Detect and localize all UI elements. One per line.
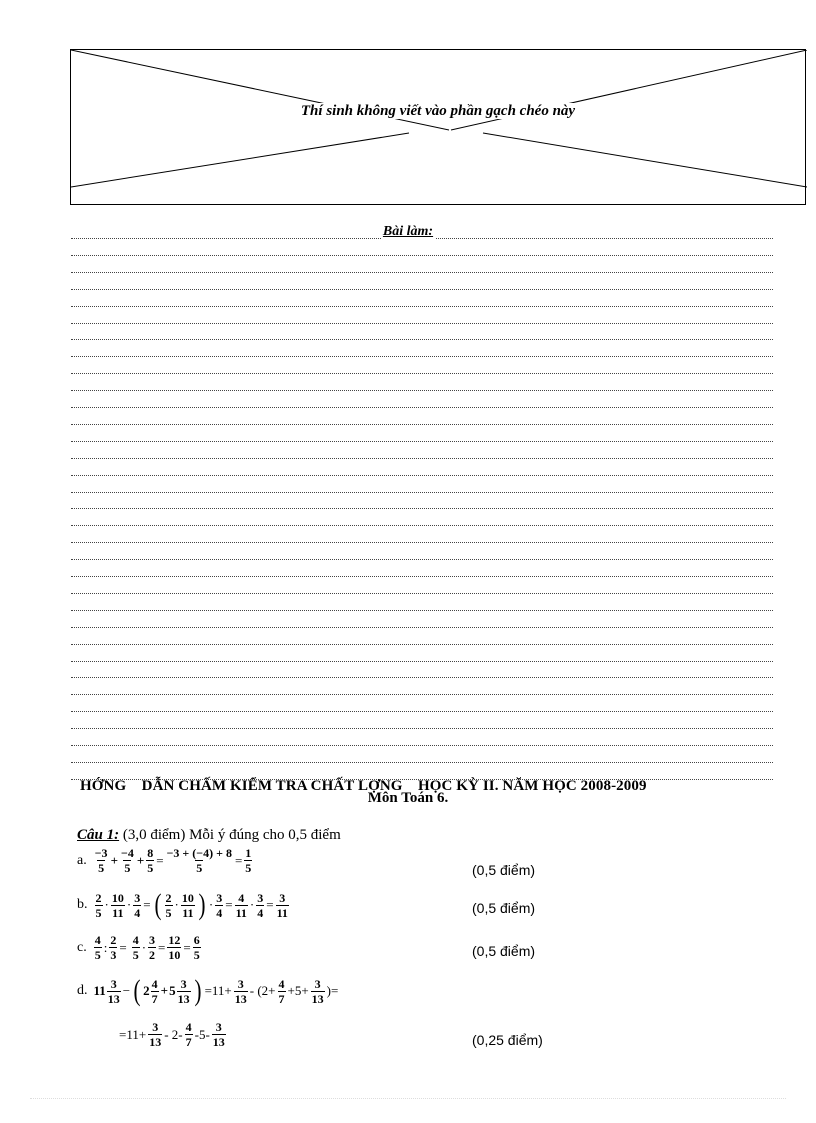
answer-line	[71, 542, 773, 543]
answer-line	[71, 356, 773, 357]
answer-line	[71, 677, 773, 678]
operator: +	[110, 852, 118, 868]
expression-text: +5+	[287, 983, 309, 998]
fraction: $\frac{3}{4}$	[134, 890, 141, 920]
answer-line	[71, 373, 773, 374]
answer-line	[71, 576, 773, 577]
fraction: $\frac{3}{13}$	[177, 976, 190, 1006]
answer-line	[71, 339, 773, 340]
whole-part: 11	[93, 983, 106, 998]
fraction: $\frac{4}{5}$	[94, 933, 101, 962]
answer-line	[71, 475, 773, 476]
answer-d	[77, 976, 339, 1006]
crossed-out-box	[70, 49, 806, 205]
answer-key-subtitle: Môn Toán 6.	[367, 790, 449, 806]
operator: ·	[174, 897, 179, 912]
answer-line	[71, 508, 773, 509]
operator: ·	[104, 897, 109, 912]
fraction: $\frac{3}{2}$	[149, 933, 156, 962]
answer-line	[71, 323, 773, 324]
answer-line	[71, 407, 773, 408]
answer-d-score: (0,25 điểm)	[472, 1032, 543, 1048]
answer-line	[71, 272, 773, 273]
fraction: $\frac{3}{13}$	[212, 1020, 225, 1049]
operator: =	[158, 939, 166, 955]
expression-text: - (2+	[249, 983, 276, 998]
fraction: $\frac{4}{5}$	[132, 933, 139, 962]
expression-text: )=	[326, 983, 339, 998]
answer-c-score: (0,5 điểm)	[472, 943, 536, 959]
question-1-text: (3,0 điểm) Mỗi ý đúng cho 0,5 điểm	[119, 827, 341, 843]
answer-a-label: a.	[77, 852, 87, 868]
fraction: $\frac{4}{7}$	[185, 1020, 192, 1049]
fraction: $\frac{-3 + (-4) + 8}{5}$	[166, 846, 232, 875]
answer-line	[71, 644, 773, 645]
fraction: $\frac{3}{13}$	[149, 1020, 162, 1049]
answer-b	[77, 890, 290, 920]
expression-text: -5-	[194, 1026, 210, 1042]
answer-b-label: b.	[77, 897, 88, 912]
operator: =	[234, 852, 243, 868]
fraction: $\frac{-4}{5}$	[120, 846, 134, 875]
answer-b-score: (0,5 điểm)	[472, 900, 536, 916]
answer-line	[71, 728, 773, 729]
operator: +	[136, 852, 145, 868]
fraction: $\frac{1}{5}$	[245, 846, 252, 875]
worksheet-title: Bài làm:	[382, 224, 434, 239]
operator: =	[225, 897, 233, 912]
fraction: $\frac{3}{4}$	[257, 890, 264, 920]
fraction: $\frac{3}{13}$	[234, 976, 247, 1006]
answer-c	[77, 933, 202, 962]
fraction: $\frac{2}{5}$	[95, 890, 102, 920]
answer-line	[71, 593, 773, 594]
fraction: $\frac{3}{13}$	[107, 976, 120, 1006]
fraction: $\frac{3}{11}$	[276, 890, 288, 920]
fraction: $\frac{2}{5}$	[165, 890, 172, 920]
answer-line	[71, 441, 773, 442]
answer-a-score: (0,5 điểm)	[472, 862, 536, 878]
operator: ·	[208, 897, 214, 912]
no-write-notice: Thí sinh không viết vào phần gạch chéo này	[71, 103, 805, 120]
answer-d-label: d.	[77, 983, 88, 998]
answer-line	[71, 424, 773, 425]
fraction: $\frac{10}{11}$	[111, 890, 124, 920]
fraction: $\frac{6}{5}$	[193, 933, 200, 962]
operator: −	[122, 983, 131, 998]
answer-line	[71, 525, 773, 526]
answer-line	[71, 661, 773, 662]
answer-key-title: HỚNG DẪN CHẤM KIỂM TRA CHẤT LỢNG HỌC KỲ II. NĂM HỌC 2008-2009	[80, 778, 647, 794]
answer-line	[71, 694, 773, 695]
answer-line	[71, 458, 773, 459]
answer-line	[71, 559, 773, 560]
operator: ·	[126, 897, 132, 912]
page-bottom-rule	[30, 1098, 786, 1099]
fraction: $\frac{3}{4}$	[216, 890, 223, 920]
operator: =	[266, 897, 274, 912]
left-paren: (	[133, 974, 141, 1007]
fraction: $\frac{4}{7}$	[151, 976, 158, 1006]
operator: =	[143, 897, 151, 912]
answer-line	[71, 610, 773, 611]
answer-line	[71, 306, 773, 307]
fraction: $\frac{4}{7}$	[278, 976, 285, 1006]
answer-c-label: c.	[77, 939, 87, 955]
operator: ·	[249, 897, 255, 912]
answer-line	[71, 255, 773, 256]
answer-line	[71, 390, 773, 391]
answer-line	[71, 627, 773, 628]
fraction: $\frac{10}{11}$	[181, 890, 194, 920]
answer-line	[71, 745, 773, 746]
fraction: $\frac{12}{10}$	[168, 933, 181, 962]
answer-line	[71, 762, 773, 763]
cross-lines	[71, 50, 807, 206]
operator: ·	[141, 939, 147, 955]
whole-part: 5	[169, 983, 176, 998]
right-paren: )	[194, 974, 202, 1007]
operator: =	[156, 852, 164, 868]
question-1-label: Câu 1:	[77, 827, 120, 843]
answer-d-step2	[118, 1020, 227, 1049]
answer-line	[71, 289, 773, 290]
operator: :	[103, 939, 108, 955]
expression-text: =11+	[204, 983, 232, 998]
answer-line	[71, 711, 773, 712]
operator: +	[160, 983, 169, 998]
expression-text: =11+	[119, 1026, 147, 1042]
expression-text: - 2-	[164, 1026, 183, 1042]
question-1-heading	[77, 827, 341, 844]
right-paren: )	[198, 888, 206, 921]
fraction: $\frac{-3}{5}$	[94, 846, 108, 875]
operator: =	[119, 939, 127, 955]
whole-part: 2	[143, 983, 150, 998]
fraction: $\frac{4}{11}$	[235, 890, 247, 920]
answer-a	[77, 846, 253, 875]
fraction: $\frac{2}{3}$	[110, 933, 117, 962]
fraction: $\frac{8}{5}$	[147, 846, 154, 875]
left-paren: (	[154, 888, 162, 921]
fraction: $\frac{3}{13}$	[311, 976, 324, 1006]
answer-line	[71, 492, 773, 493]
operator: =	[183, 939, 191, 955]
